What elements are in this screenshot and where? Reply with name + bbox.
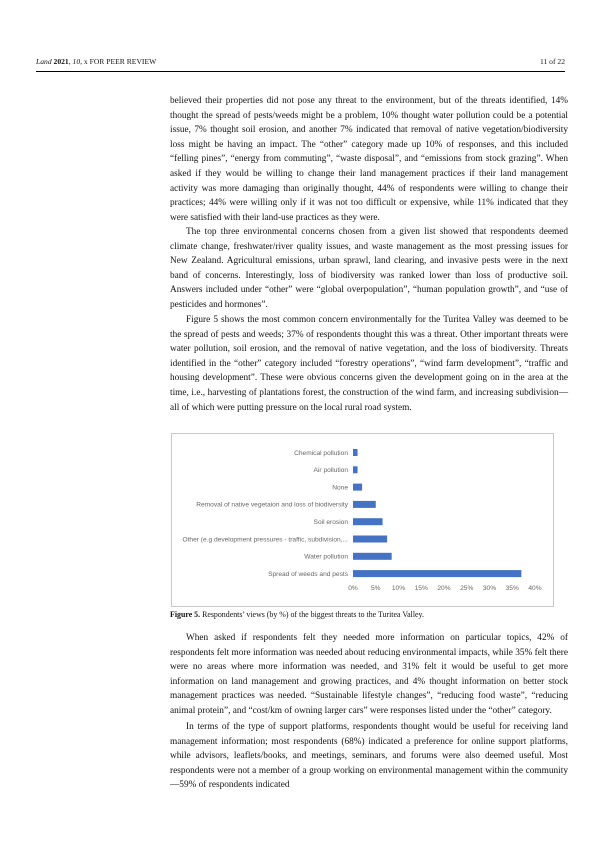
figure-caption (170, 609, 568, 620)
header-review-note: , x FOR PEER REVIEW (80, 57, 157, 66)
figure-label: Figure 5. (170, 610, 201, 619)
category-label-water-pollution: Water pollution (304, 553, 348, 561)
bar-none (353, 484, 362, 491)
category-label-chemical-pollution: Chemical pollution (294, 449, 348, 457)
x-tick-label: 35% (505, 585, 519, 592)
bar-spread-of-weeds-and-pests (353, 570, 521, 577)
bar-air-pollution (353, 466, 358, 473)
x-tick-label: 0% (348, 585, 358, 592)
bar-soil-erosion (353, 518, 383, 525)
category-label-soil-erosion: Soil erosion (313, 519, 348, 526)
figure-5-chart (171, 433, 554, 607)
bar-removal-of-native-vegetaion-an (353, 501, 376, 508)
paragraph-2: The top three environmental concerns chosen from a given list showed that respondents deemed climate change, freshwater/river quality issues, and waste management as the most pressing issues for New Zealand. Agricultural emissions, urban sprawl, land clearing, and invasive pests were in the next band of concerns. Interestingly, loss of biodiversity was ranked lower than loss of productive soil. Answers included under “other” were “global overpopulation”, “human population growth”, and “use of pesticides and hormones”. (170, 227, 568, 310)
x-tick-label: 15% (414, 585, 428, 592)
page-number: 11 of 22 (539, 57, 565, 66)
bar-water-pollution (353, 553, 392, 560)
bar-chemical-pollution (353, 449, 358, 456)
paragraph-5: In terms of the type of support platforms, respondents thought would be useful for receiving land management information; most respondents (68%) indicated a preference for online support platforms, while advisors, leaflets/books, and meetings, seminars, and forums were also deemed useful. Most respondents were not a member of a group working on environmental management within the community—59% of respondents indicated (170, 722, 568, 791)
x-tick-label: 25% (460, 585, 474, 592)
category-label-none: None (332, 484, 348, 492)
category-label-removal-of-native-vegetaion-an: Removal of native vegetaion and loss of biodiversity (196, 501, 348, 509)
paragraph-4: When asked if respondents felt they needed more information on particular topics, 42% of respondents felt more information was needed about reducing environmental impacts, while 35% felt there were no areas where more information was needed, and 31% felt it would be useful to get more information on land management and growing practices, and 4% thought information on better stock management practices was needed. “Sustainable lifestyle changes”, “reducing food waste”, “reducing animal protein”, and “cost/km of owning larger cars” were responses listed under the “other” category. (170, 633, 568, 716)
x-tick-label: 40% (528, 585, 542, 592)
bar-chart-svg (172, 434, 553, 606)
x-tick-label: 5% (370, 585, 381, 592)
paragraph-3: Figure 5 shows the most common concern environmentally for the Turitea Valley was deemed to be the spread of pests and weeds; 37% of respondents thought this was a threat. Other important threats were water pollution, soil erosion, and the removal of native vegetation, and the loss of biodiversity. Threats identified in the “other” category included “forestry operations”, “wind farm development”, “traffic and housing development”. These were obvious concerns given the development going on in the area at the time, i.e., harvesting of plantations forest, the construction of the wind farm, and increasing subdivision—all of which were putting pressure on the local rural road system. (170, 315, 568, 413)
header-citation: Land 2021, 10, x FOR PEER REVIEW (36, 57, 157, 66)
x-tick-label: 30% (482, 585, 497, 592)
figure-caption-text: Respondents’ views (by %) of the biggest threats to the Turitea Valley. (200, 610, 424, 619)
journal-year: 2021 (53, 57, 69, 66)
category-label-air-pollution: Air pollution (313, 467, 348, 475)
bar-other-e-g-development-pressure (353, 536, 387, 543)
header-rule (36, 71, 565, 72)
journal-name: Land (36, 57, 52, 66)
running-header (36, 57, 565, 69)
category-label-spread-of-weeds-and-pests: Spread of weeds and pests (268, 570, 348, 578)
journal-volume: 10 (72, 57, 81, 66)
x-tick-label: 20% (437, 585, 451, 592)
paragraph-1: believed their properties did not pose any threat to the environment, but of the threats identified, 14% thought the spread of pests/weeds might be a problem, 10% thought water pollution could be a potential issue, 7% thought soil erosion, and another 7% indicated that removal of native vegetation/biodiversity loss might be having an impact. The “other” category made up 10% of responses, and this included “felling pines”, “energy from commuting”, “waste disposal”, and “emissions from stock grazing”. When asked if they would be willing to change their land management practices if their land management activity was more damaging than originally thought, 44% of respondents were willing to change their practices; 44% were willing only if it was not too difficult or expensive, while 11% indicated that they were satisfied with their land-use practices as they were. (170, 96, 568, 223)
x-tick-label: 10% (391, 585, 406, 592)
category-label-other-e-g-development-pressure: Other (e.g development pressures - traffic, subdivision,... (182, 536, 348, 544)
